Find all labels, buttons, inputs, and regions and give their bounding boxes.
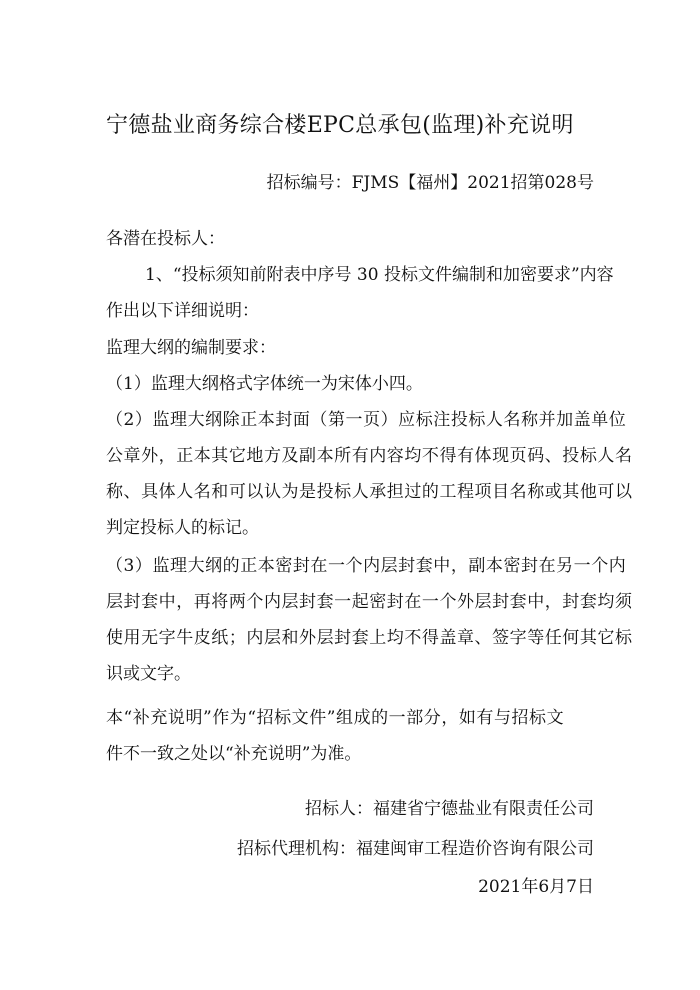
document-date: 2021年6月7日 <box>478 877 594 897</box>
bid-number: 招标编号：FJMS【福州】2021招第028号 <box>266 173 594 193</box>
note-line2: 件不一致之处以“补充说明”为准。 <box>106 744 362 764</box>
requirement-2-line4: 判定投标人的标记。 <box>106 518 259 538</box>
salutation: 各潜在投标人： <box>106 229 225 249</box>
requirement-2-line2: 公章外，正本其它地方及副本所有内容均不得有体现页码、投标人名 <box>106 446 633 466</box>
tenderer: 招标人：福建省宁德盐业有限责任公司 <box>305 799 594 819</box>
requirement-1: （1）监理大纲格式字体统一为宋体小四。 <box>106 374 423 394</box>
document-title: 宁德盐业商务综合楼EPC总承包(监理)补充说明 <box>106 113 574 138</box>
requirement-3-line3: 使用无字牛皮纸；内层和外层封套上均不得盖章、签字等任何其它标 <box>106 628 633 648</box>
requirement-3-line1: （3）监理大纲的正本密封在一个内层封套中，副本密封在另一个内 <box>106 556 627 576</box>
item1-line1: 1、“投标须知前附表中序号 30 投标文件编制和加密要求”内容 <box>145 265 614 285</box>
tender-agency: 招标代理机构：福建闽审工程造价咨询有限公司 <box>237 839 594 859</box>
requirement-2-line3: 称、具体人名和可以认为是投标人承担过的工程项目名称或其他可以 <box>106 482 633 502</box>
requirement-3-line4: 识或文字。 <box>106 664 191 684</box>
requirement-3-line2: 层封套中，再将两个内层封套一起密封在一个外层封套中，封套均须 <box>106 592 633 612</box>
note-line1: 本“补充说明”作为“招标文件”组成的一部分，如有与招标文 <box>106 708 565 728</box>
requirement-2-line1: （2）监理大纲除正本封面（第一页）应标注投标人名称并加盖单位 <box>106 410 627 430</box>
outline-heading: 监理大纲的编制要求： <box>106 338 276 358</box>
item1-line2: 作出以下详细说明： <box>106 301 259 321</box>
